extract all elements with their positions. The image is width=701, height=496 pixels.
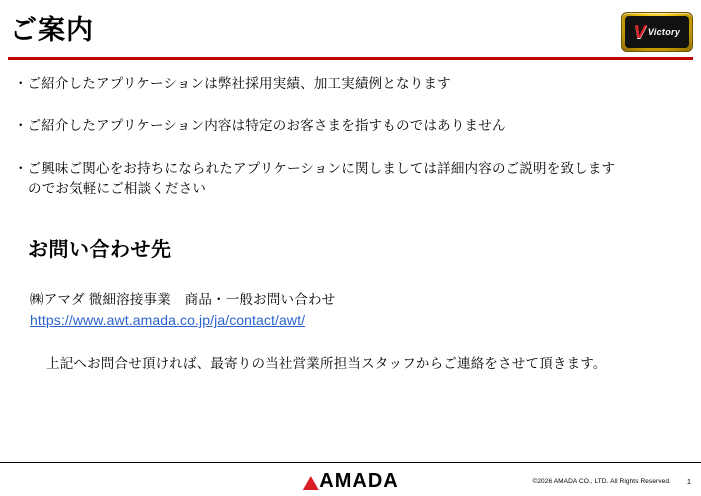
page-number: 1	[686, 477, 691, 486]
slide-header	[0, 0, 701, 62]
bullet-text: ご紹介したアプリケーションは弊社採用実績、加工実績例となります	[27, 76, 451, 91]
bullet-text: ご興味ご関心をお持ちになられたアプリケーションに関しましては詳細内容のご説明を致します	[27, 160, 616, 176]
bullet-text: ご紹介したアプリケーション内容は特定のお客さまを指すものではありません	[27, 118, 506, 134]
contact-company: ㈱アマダ 微細溶接事業 商品・一般お問い合わせ	[30, 292, 336, 307]
title-divider	[8, 57, 693, 60]
copyright-notice: ©2026 AMADA CO., LTD. All Rights Reserved.	[532, 478, 671, 485]
footer-divider	[0, 462, 701, 463]
bullet-item	[14, 74, 689, 94]
contact-heading: お問い合わせ先	[28, 239, 172, 261]
amada-triangle-icon	[302, 476, 318, 490]
page-title: ご案内	[10, 15, 94, 45]
bullet-marker: ・	[14, 160, 28, 176]
bullet-marker: ・	[14, 118, 28, 134]
contact-closing-text: 上記へお問合せ頂ければ、最寄りの当社営業所担当スタッフからご連絡をさせて頂きます。	[46, 356, 607, 371]
amada-logo	[302, 470, 398, 493]
bullet-text-continued: のでお気軽にご相談ください	[28, 180, 207, 196]
bullet-item	[14, 159, 689, 200]
slide-content	[14, 74, 689, 372]
amada-logo-text: AMADA	[319, 470, 399, 492]
victory-logo-text: Victory	[647, 27, 681, 37]
victory-logo	[621, 12, 693, 52]
bullet-marker: ・	[14, 76, 28, 91]
victory-v-mark: V	[633, 22, 646, 42]
contact-url-link[interactable]: https://www.awt.amada.co.jp/ja/contact/awt/	[30, 312, 306, 328]
victory-logo-inner	[625, 16, 689, 48]
bullet-item	[14, 116, 689, 136]
